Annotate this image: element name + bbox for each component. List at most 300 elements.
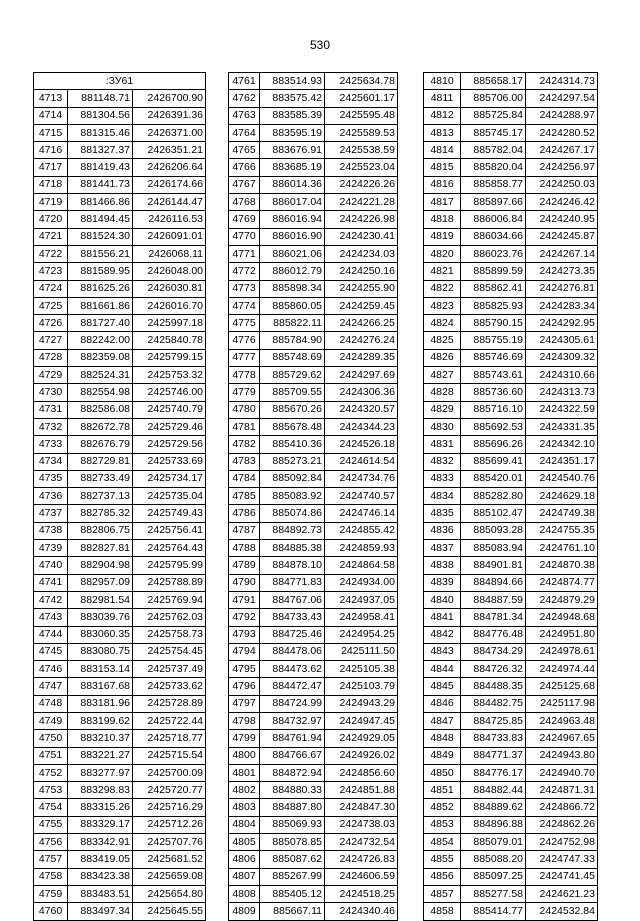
table-row — [229, 903, 398, 920]
x-coordinate: 883210.37 — [68, 730, 133, 747]
x-coordinate: 885692.53 — [461, 418, 526, 435]
point-number: 4758 — [34, 868, 68, 885]
point-number: 4796 — [229, 678, 260, 695]
table-row — [229, 349, 398, 366]
y-coordinate: 2426174.66 — [133, 176, 206, 193]
table-row — [424, 885, 598, 902]
x-coordinate: 881494.45 — [68, 211, 133, 228]
y-coordinate: 2426048.00 — [133, 263, 206, 280]
x-coordinate: 886017.04 — [260, 194, 325, 211]
point-number: 4785 — [229, 488, 260, 505]
y-coordinate: 2425645.55 — [133, 903, 206, 920]
table-row — [229, 799, 398, 816]
x-coordinate: 884781.34 — [461, 609, 526, 626]
y-coordinate: 2425715.54 — [133, 747, 206, 764]
y-coordinate: 2425756.41 — [133, 522, 206, 539]
point-number: 4808 — [229, 885, 260, 902]
x-coordinate: 885414.77 — [461, 903, 526, 920]
table-row — [229, 730, 398, 747]
x-coordinate: 883181.96 — [68, 695, 133, 712]
y-coordinate: 2424234.03 — [325, 245, 398, 262]
point-number: 4741 — [34, 574, 68, 591]
point-number: 4763 — [229, 107, 260, 124]
point-number: 4740 — [34, 557, 68, 574]
table-row — [34, 764, 206, 781]
x-coordinate: 884892.73 — [260, 522, 325, 539]
point-number: 4775 — [229, 315, 260, 332]
table-row — [229, 436, 398, 453]
x-coordinate: 885748.69 — [260, 349, 325, 366]
x-coordinate: 883167.68 — [68, 678, 133, 695]
x-coordinate: 885410.36 — [260, 436, 325, 453]
y-coordinate: 2425111.50 — [325, 643, 398, 660]
point-number: 4781 — [229, 418, 260, 435]
table-row — [424, 73, 598, 90]
point-number: 4831 — [424, 436, 461, 453]
y-coordinate: 2424240.95 — [526, 211, 598, 228]
point-number: 4748 — [34, 695, 68, 712]
table-row — [424, 522, 598, 539]
coordinates-table-2 — [228, 72, 398, 921]
point-number: 4823 — [424, 297, 461, 314]
x-coordinate: 884776.17 — [461, 764, 526, 781]
table-row — [229, 211, 398, 228]
point-number: 4774 — [229, 297, 260, 314]
point-number: 4737 — [34, 505, 68, 522]
x-coordinate: 884733.83 — [461, 730, 526, 747]
table-row — [229, 384, 398, 401]
table-row — [34, 678, 206, 695]
x-coordinate: 885899.59 — [461, 263, 526, 280]
y-coordinate: 2424859.93 — [325, 540, 398, 557]
y-coordinate: 2426116.53 — [133, 211, 206, 228]
table-row — [34, 228, 206, 245]
x-coordinate: 885420.01 — [461, 470, 526, 487]
table-row — [34, 591, 206, 608]
point-number: 4829 — [424, 401, 461, 418]
x-coordinate: 882242.00 — [68, 332, 133, 349]
x-coordinate: 884771.37 — [461, 747, 526, 764]
x-coordinate: 885716.10 — [461, 401, 526, 418]
x-coordinate: 883298.83 — [68, 782, 133, 799]
point-number: 4731 — [34, 401, 68, 418]
coordinates-table-1 — [33, 72, 206, 921]
x-coordinate: 885745.17 — [461, 124, 526, 141]
x-coordinate: 885822.11 — [260, 315, 325, 332]
table-row — [34, 436, 206, 453]
table-row — [34, 470, 206, 487]
point-number: 4713 — [34, 90, 68, 107]
y-coordinate: 2424749.38 — [526, 505, 598, 522]
table-row — [34, 730, 206, 747]
point-number: 4844 — [424, 661, 461, 678]
table-row — [229, 159, 398, 176]
x-coordinate: 884488.35 — [461, 678, 526, 695]
point-number: 4776 — [229, 332, 260, 349]
y-coordinate: 2424256.97 — [526, 159, 598, 176]
y-coordinate: 2424847.30 — [325, 799, 398, 816]
table-row — [424, 367, 598, 384]
y-coordinate: 2425769.94 — [133, 591, 206, 608]
table-row — [34, 194, 206, 211]
x-coordinate: 885670.26 — [260, 401, 325, 418]
table-row — [424, 90, 598, 107]
point-number: 4765 — [229, 142, 260, 159]
table-row — [424, 401, 598, 418]
table-row — [424, 297, 598, 314]
y-coordinate: 2425589.53 — [325, 124, 398, 141]
point-number: 4848 — [424, 730, 461, 747]
table-row — [34, 712, 206, 729]
table-row — [229, 228, 398, 245]
x-coordinate: 885898.34 — [260, 280, 325, 297]
point-number: 4788 — [229, 540, 260, 557]
y-coordinate: 2424879.29 — [526, 591, 598, 608]
table-row — [424, 384, 598, 401]
x-coordinate: 885755.19 — [461, 332, 526, 349]
table-row — [229, 712, 398, 729]
y-coordinate: 2424320.57 — [325, 401, 398, 418]
x-coordinate: 884767.06 — [260, 591, 325, 608]
table-row — [34, 816, 206, 833]
y-coordinate: 2424951.80 — [526, 626, 598, 643]
y-coordinate: 2424518.25 — [325, 885, 398, 902]
point-number: 4820 — [424, 245, 461, 262]
x-coordinate: 881441.73 — [68, 176, 133, 193]
point-number: 4815 — [424, 159, 461, 176]
x-coordinate: 883423.38 — [68, 868, 133, 885]
table-row — [229, 868, 398, 885]
point-number: 4760 — [34, 903, 68, 920]
x-coordinate: 884724.99 — [260, 695, 325, 712]
point-number: 4822 — [424, 280, 461, 297]
table-row — [34, 107, 206, 124]
table-row — [229, 816, 398, 833]
x-coordinate: 883329.17 — [68, 816, 133, 833]
y-coordinate: 2424255.90 — [325, 280, 398, 297]
table-row — [424, 626, 598, 643]
y-coordinate: 2424280.52 — [526, 124, 598, 141]
point-number: 4732 — [34, 418, 68, 435]
x-coordinate: 883575.42 — [260, 90, 325, 107]
table-row — [424, 436, 598, 453]
x-coordinate: 884887.59 — [461, 591, 526, 608]
point-number: 4851 — [424, 782, 461, 799]
x-coordinate: 885273.21 — [260, 453, 325, 470]
point-number: 4769 — [229, 211, 260, 228]
table-row — [34, 176, 206, 193]
table-row — [424, 868, 598, 885]
y-coordinate: 2425799.15 — [133, 349, 206, 366]
x-coordinate: 882957.09 — [68, 574, 133, 591]
table-row — [229, 591, 398, 608]
table-row — [34, 626, 206, 643]
point-number: 4768 — [229, 194, 260, 211]
y-coordinate: 2424948.68 — [526, 609, 598, 626]
y-coordinate: 2424276.81 — [526, 280, 598, 297]
y-coordinate: 2424344.23 — [325, 418, 398, 435]
table-row — [424, 453, 598, 470]
table-row — [229, 367, 398, 384]
x-coordinate: 881327.37 — [68, 142, 133, 159]
point-number: 4734 — [34, 453, 68, 470]
table-row — [424, 159, 598, 176]
y-coordinate: 2425733.69 — [133, 453, 206, 470]
y-coordinate: 2424276.24 — [325, 332, 398, 349]
y-coordinate: 2425538.59 — [325, 142, 398, 159]
y-coordinate: 2426144.47 — [133, 194, 206, 211]
y-coordinate: 2426030.81 — [133, 280, 206, 297]
y-coordinate: 2424621.23 — [526, 885, 598, 902]
y-coordinate: 2424732.54 — [325, 834, 398, 851]
point-number: 4753 — [34, 782, 68, 799]
table-row — [34, 332, 206, 349]
y-coordinate: 2424926.02 — [325, 747, 398, 764]
x-coordinate: 885079.01 — [461, 834, 526, 851]
table-row — [34, 851, 206, 868]
table-row — [34, 695, 206, 712]
y-coordinate: 2424974.44 — [526, 661, 598, 678]
point-number: 4783 — [229, 453, 260, 470]
y-coordinate: 2424306.36 — [325, 384, 398, 401]
x-coordinate: 881315.46 — [68, 124, 133, 141]
y-coordinate: 2424305.61 — [526, 332, 598, 349]
point-number: 4793 — [229, 626, 260, 643]
x-coordinate: 885083.92 — [260, 488, 325, 505]
table-row — [424, 488, 598, 505]
y-coordinate: 2424963.48 — [526, 712, 598, 729]
table-row — [34, 540, 206, 557]
point-number: 4842 — [424, 626, 461, 643]
y-coordinate: 2424747.33 — [526, 851, 598, 868]
y-coordinate: 2424862.26 — [526, 816, 598, 833]
x-coordinate: 884761.94 — [260, 730, 325, 747]
point-number: 4727 — [34, 332, 68, 349]
point-number: 4782 — [229, 436, 260, 453]
x-coordinate: 882359.08 — [68, 349, 133, 366]
x-coordinate: 885736.60 — [461, 384, 526, 401]
table-row — [229, 453, 398, 470]
point-number: 4762 — [229, 90, 260, 107]
x-coordinate: 886014.36 — [260, 176, 325, 193]
y-coordinate: 2424866.72 — [526, 799, 598, 816]
x-coordinate: 884733.43 — [260, 609, 325, 626]
y-coordinate: 2424310.66 — [526, 367, 598, 384]
x-coordinate: 884901.81 — [461, 557, 526, 574]
table-row — [229, 194, 398, 211]
page-number: 530 — [309, 38, 331, 52]
table-row — [229, 747, 398, 764]
table-row — [229, 505, 398, 522]
point-number: 4757 — [34, 851, 68, 868]
x-coordinate: 885782.04 — [461, 142, 526, 159]
y-coordinate: 2425681.52 — [133, 851, 206, 868]
point-number: 4812 — [424, 107, 461, 124]
x-coordinate: 886023.76 — [461, 245, 526, 262]
y-coordinate: 2425740.79 — [133, 401, 206, 418]
x-coordinate: 884472.47 — [260, 678, 325, 695]
y-coordinate: 2425105.38 — [325, 661, 398, 678]
point-number: 4843 — [424, 643, 461, 660]
point-number: 4792 — [229, 609, 260, 626]
y-coordinate: 2425753.32 — [133, 367, 206, 384]
table-row — [424, 124, 598, 141]
table-row — [229, 297, 398, 314]
x-coordinate: 886012.79 — [260, 263, 325, 280]
x-coordinate: 882554.98 — [68, 384, 133, 401]
y-coordinate: 2426391.36 — [133, 107, 206, 124]
x-coordinate: 882729.81 — [68, 453, 133, 470]
table-row — [229, 626, 398, 643]
x-coordinate: 885746.69 — [461, 349, 526, 366]
point-number: 4717 — [34, 159, 68, 176]
y-coordinate: 2425523.04 — [325, 159, 398, 176]
y-coordinate: 2426351.21 — [133, 142, 206, 159]
point-number: 4738 — [34, 522, 68, 539]
point-number: 4840 — [424, 591, 461, 608]
y-coordinate: 2424266.25 — [325, 315, 398, 332]
y-coordinate: 2424250.16 — [325, 263, 398, 280]
x-coordinate: 885087.62 — [260, 851, 325, 868]
table-row — [34, 643, 206, 660]
table-row — [229, 609, 398, 626]
x-coordinate: 883685.19 — [260, 159, 325, 176]
y-coordinate: 2424292.95 — [526, 315, 598, 332]
y-coordinate: 2424741.45 — [526, 868, 598, 885]
y-coordinate: 2424954.25 — [325, 626, 398, 643]
y-coordinate: 2425795.99 — [133, 557, 206, 574]
point-number: 4771 — [229, 245, 260, 262]
x-coordinate: 885097.25 — [461, 868, 526, 885]
table-row — [424, 764, 598, 781]
x-coordinate: 882524.31 — [68, 367, 133, 384]
x-coordinate: 885078.85 — [260, 834, 325, 851]
point-number: 4773 — [229, 280, 260, 297]
point-number: 4798 — [229, 712, 260, 729]
x-coordinate: 882806.75 — [68, 522, 133, 539]
point-number: 4819 — [424, 228, 461, 245]
y-coordinate: 2424726.83 — [325, 851, 398, 868]
y-coordinate: 2424267.17 — [526, 142, 598, 159]
y-coordinate: 2425733.62 — [133, 678, 206, 695]
y-coordinate: 2424246.42 — [526, 194, 598, 211]
table-row — [424, 142, 598, 159]
table-row — [229, 643, 398, 660]
y-coordinate: 2424752.98 — [526, 834, 598, 851]
table-row — [424, 107, 598, 124]
table-row — [424, 263, 598, 280]
x-coordinate: 881419.43 — [68, 159, 133, 176]
table-row — [229, 885, 398, 902]
x-coordinate: 885825.93 — [461, 297, 526, 314]
x-coordinate: 884887.80 — [260, 799, 325, 816]
y-coordinate: 2424943.80 — [526, 747, 598, 764]
y-coordinate: 2425997.18 — [133, 315, 206, 332]
x-coordinate: 885102.47 — [461, 505, 526, 522]
y-coordinate: 2424221.28 — [325, 194, 398, 211]
table-row — [34, 349, 206, 366]
y-coordinate: 2425720.77 — [133, 782, 206, 799]
x-coordinate: 882981.54 — [68, 591, 133, 608]
x-coordinate: 886016.90 — [260, 228, 325, 245]
point-number: 4716 — [34, 142, 68, 159]
y-coordinate: 2425103.79 — [325, 678, 398, 695]
table-row — [229, 540, 398, 557]
table-row — [229, 557, 398, 574]
point-number: 4827 — [424, 367, 461, 384]
x-coordinate: 885093.28 — [461, 522, 526, 539]
table-row — [34, 453, 206, 470]
table-row — [34, 401, 206, 418]
y-coordinate: 2426091.01 — [133, 228, 206, 245]
point-number: 4799 — [229, 730, 260, 747]
table-row — [34, 488, 206, 505]
y-coordinate: 2425758.73 — [133, 626, 206, 643]
point-number: 4777 — [229, 349, 260, 366]
x-coordinate: 884771.83 — [260, 574, 325, 591]
y-coordinate: 2425707.76 — [133, 834, 206, 851]
point-number: 4772 — [229, 263, 260, 280]
x-coordinate: 885790.15 — [461, 315, 526, 332]
table-row — [229, 124, 398, 141]
x-coordinate: 883585.39 — [260, 107, 325, 124]
point-number: 4852 — [424, 799, 461, 816]
table-row — [424, 782, 598, 799]
table-row — [229, 851, 398, 868]
table-row — [34, 263, 206, 280]
x-coordinate: 882586.08 — [68, 401, 133, 418]
point-number: 4723 — [34, 263, 68, 280]
table-row — [424, 557, 598, 574]
y-coordinate: 2426206.64 — [133, 159, 206, 176]
point-number: 4856 — [424, 868, 461, 885]
x-coordinate: 885678.48 — [260, 418, 325, 435]
x-coordinate: 883039.76 — [68, 609, 133, 626]
y-coordinate: 2424606.59 — [325, 868, 398, 885]
y-coordinate: 2424864.58 — [325, 557, 398, 574]
table-row — [34, 418, 206, 435]
point-number: 4747 — [34, 678, 68, 695]
x-coordinate: 885088.20 — [461, 851, 526, 868]
y-coordinate: 2425712.26 — [133, 816, 206, 833]
x-coordinate: 883221.27 — [68, 747, 133, 764]
table-row — [34, 384, 206, 401]
x-coordinate: 884734.29 — [461, 643, 526, 660]
point-number: 4778 — [229, 367, 260, 384]
y-coordinate: 2424331.35 — [526, 418, 598, 435]
point-number: 4824 — [424, 315, 461, 332]
table-row — [34, 245, 206, 262]
table-row — [34, 557, 206, 574]
x-coordinate: 884872.94 — [260, 764, 325, 781]
x-coordinate: 885725.84 — [461, 107, 526, 124]
x-coordinate: 884894.66 — [461, 574, 526, 591]
point-number: 4779 — [229, 384, 260, 401]
point-number: 4784 — [229, 470, 260, 487]
point-number: 4759 — [34, 885, 68, 902]
table-row — [229, 332, 398, 349]
point-number: 4841 — [424, 609, 461, 626]
y-coordinate: 2424342.10 — [526, 436, 598, 453]
table-row — [229, 73, 398, 90]
table-row — [424, 540, 598, 557]
x-coordinate: 885729.62 — [260, 367, 325, 384]
y-coordinate: 2424874.77 — [526, 574, 598, 591]
table-row — [229, 401, 398, 418]
point-number: 4724 — [34, 280, 68, 297]
point-number: 4726 — [34, 315, 68, 332]
point-number: 4802 — [229, 782, 260, 799]
